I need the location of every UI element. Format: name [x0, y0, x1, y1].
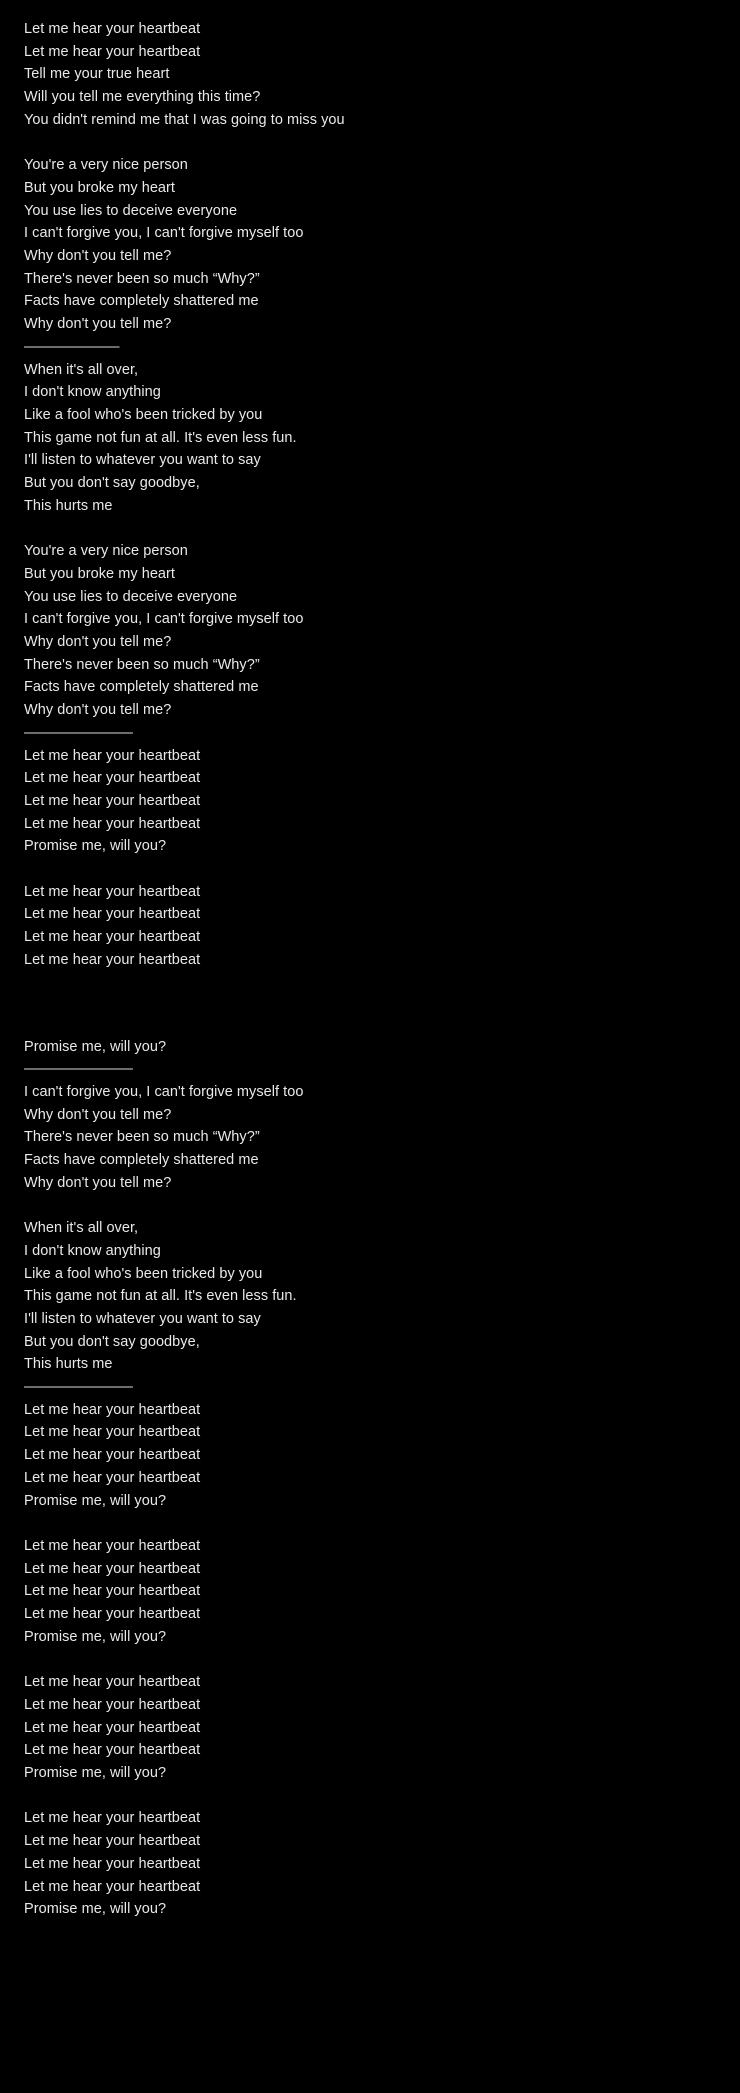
lyric-line: Tell me your true heart	[24, 66, 170, 83]
lyric-line: Let me hear your heartbeat	[24, 747, 201, 764]
lyric-line: Let me hear your heartbeat	[24, 792, 201, 809]
lyric-line: I don't know anything	[24, 1242, 161, 1259]
lyric-line: Why don't you tell me?	[24, 633, 172, 650]
lyric-line: Facts have completely shattered me	[24, 679, 259, 696]
lyric-line: You're a very nice person	[24, 543, 188, 560]
lyric-blank-line	[24, 517, 716, 540]
lyric-line: Let me hear your heartbeat	[24, 1696, 201, 1713]
lyric-line: I can't forgive you, I can't forgive myself too	[24, 1083, 304, 1100]
lyric-blank-line	[24, 1649, 716, 1672]
lyric-line: When it's all over,	[24, 361, 139, 378]
lyric-divider: ———————	[24, 338, 119, 355]
lyric-line: You didn't remind me that I was going to miss you	[24, 111, 345, 128]
lyric-divider: ————————	[24, 1061, 132, 1078]
lyric-line: Why don't you tell me?	[24, 1174, 172, 1191]
lyric-line: Why don't you tell me?	[24, 1106, 172, 1123]
lyric-line: Let me hear your heartbeat	[24, 1469, 201, 1486]
lyric-line: Let me hear your heartbeat	[24, 815, 201, 832]
lyric-line: When it's all over,	[24, 1220, 139, 1237]
lyric-blank-line	[24, 1194, 716, 1217]
lyric-line: But you don't say goodbye,	[24, 1333, 200, 1350]
lyric-line: Why don't you tell me?	[24, 248, 172, 265]
lyric-blank-line	[24, 1785, 716, 1808]
lyric-line: Why don't you tell me?	[24, 702, 172, 719]
lyric-line: Why don't you tell me?	[24, 316, 172, 333]
lyric-line: Promise me, will you?	[24, 1492, 167, 1509]
lyric-line: Like a fool who's been tricked by you	[24, 1265, 263, 1282]
lyric-line: Let me hear your heartbeat	[24, 1810, 201, 1827]
lyric-line: But you broke my heart	[24, 179, 176, 196]
lyric-divider: ————————	[24, 724, 132, 741]
lyric-divider: ————————	[24, 1379, 132, 1396]
lyric-line: Let me hear your heartbeat	[24, 906, 201, 923]
lyric-line: I can't forgive you, I can't forgive myself too	[24, 225, 304, 242]
lyric-line: Let me hear your heartbeat	[24, 883, 201, 900]
lyric-line: Let me hear your heartbeat	[24, 1560, 201, 1577]
lyric-blank-line	[24, 1512, 716, 1535]
lyrics-section-two	[0, 1036, 740, 1921]
lyric-line: But you broke my heart	[24, 565, 176, 582]
lyric-line: Let me hear your heartbeat	[24, 43, 201, 60]
lyric-line: You're a very nice person	[24, 157, 188, 174]
lyric-line: Let me hear your heartbeat	[24, 1719, 201, 1736]
lyric-line: Let me hear your heartbeat	[24, 21, 201, 37]
lyric-line: Promise me, will you?	[24, 838, 167, 855]
lyric-line: Let me hear your heartbeat	[24, 951, 201, 968]
lyric-line: Let me hear your heartbeat	[24, 1401, 201, 1418]
lyric-line: Let me hear your heartbeat	[24, 1606, 201, 1623]
lyric-line: Promise me, will you?	[24, 1628, 167, 1645]
lyric-line: Facts have completely shattered me	[24, 293, 259, 310]
lyric-line: Will you tell me everything this time?	[24, 89, 261, 106]
lyric-blank-line	[24, 858, 716, 881]
lyric-line: This hurts me	[24, 1356, 113, 1373]
lyric-line: This hurts me	[24, 497, 113, 514]
lyric-line: You use lies to deceive everyone	[24, 202, 238, 219]
lyric-line: This game not fun at all. It's even less fun.	[24, 429, 297, 446]
lyric-line: I can't forgive you, I can't forgive myself too	[24, 611, 304, 628]
lyric-line: Let me hear your heartbeat	[24, 1878, 201, 1895]
lyric-line: You use lies to deceive everyone	[24, 588, 238, 605]
lyric-line: Facts have completely shattered me	[24, 1152, 259, 1169]
lyric-line: Promise me, will you?	[24, 1901, 167, 1918]
lyric-line: There's never been so much “Why?”	[24, 656, 260, 673]
lyric-line: Let me hear your heartbeat	[24, 1855, 201, 1872]
lyric-line: Let me hear your heartbeat	[24, 1447, 201, 1464]
section-spacer	[0, 972, 740, 1036]
lyric-line: Like a fool who's been tricked by you	[24, 406, 263, 423]
lyric-line: But you don't say goodbye,	[24, 475, 200, 492]
lyric-line: I'll listen to whatever you want to say	[24, 1310, 261, 1327]
lyric-line: I'll listen to whatever you want to say	[24, 452, 261, 469]
lyric-line: Let me hear your heartbeat	[24, 1424, 201, 1441]
lyric-line: Let me hear your heartbeat	[24, 770, 201, 787]
lyric-line: This game not fun at all. It's even less fun.	[24, 1288, 297, 1305]
lyric-line: Let me hear your heartbeat	[24, 929, 201, 946]
lyrics-section-one	[0, 18, 740, 972]
lyric-line: Let me hear your heartbeat	[24, 1583, 201, 1600]
lyric-line: I don't know anything	[24, 384, 161, 401]
lyric-line: Promise me, will you?	[24, 1038, 167, 1055]
lyric-line: There's never been so much “Why?”	[24, 1129, 260, 1146]
lyric-line: There's never been so much “Why?”	[24, 270, 260, 287]
lyric-line: Promise me, will you?	[24, 1765, 167, 1782]
lyric-line: Let me hear your heartbeat	[24, 1742, 201, 1759]
lyric-line: Let me hear your heartbeat	[24, 1538, 201, 1554]
lyric-line: Let me hear your heartbeat	[24, 1833, 201, 1850]
lyric-blank-line	[24, 132, 716, 155]
lyric-line: Let me hear your heartbeat	[24, 1674, 201, 1691]
